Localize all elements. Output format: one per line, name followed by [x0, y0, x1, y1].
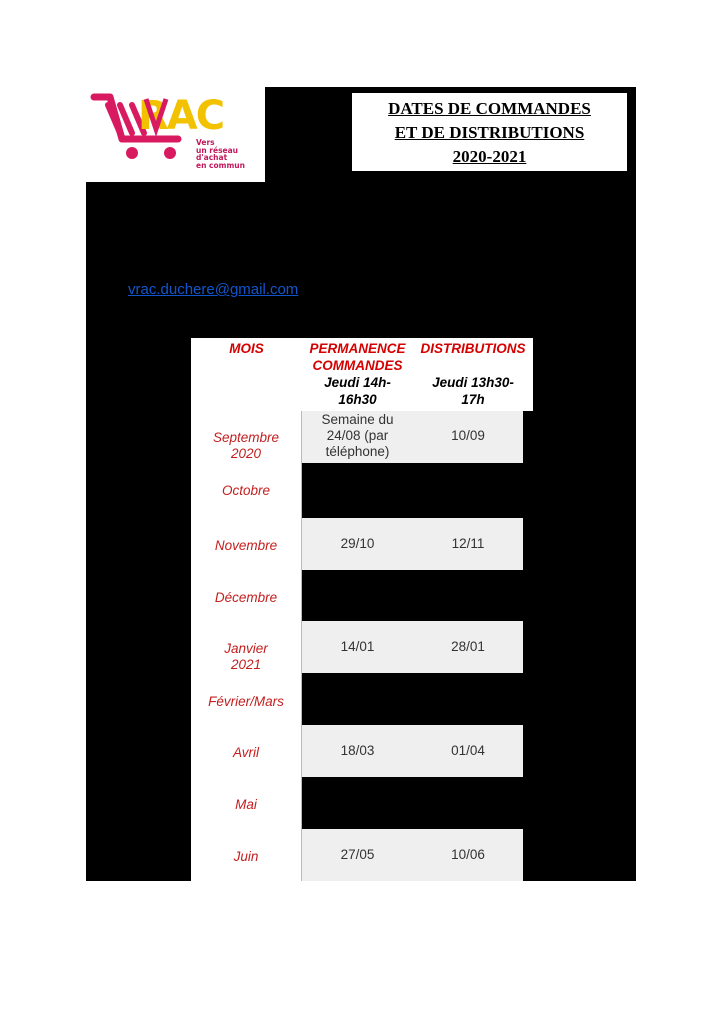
table-row	[302, 411, 523, 463]
orders-date: 14/01	[340, 639, 375, 654]
header-distribution-label: DISTRIBUTIONS	[420, 341, 526, 356]
header-orders	[302, 340, 413, 408]
distribution-date: 10/09	[451, 428, 485, 443]
month-label: Avril	[232, 745, 259, 760]
header-distribution	[413, 340, 533, 408]
month-label: Novembre	[214, 538, 278, 553]
orders-date: 29/10	[340, 536, 375, 551]
title-line-2: ET DE DISTRIBUTIONS	[394, 123, 585, 142]
distribution-date: 01/04	[451, 743, 485, 758]
orders-date: 18/03	[340, 743, 375, 758]
distribution-date: 12/11	[451, 536, 485, 551]
table-row	[302, 725, 523, 777]
month-label: Février/Mars	[208, 694, 284, 709]
month-label: Décembre	[214, 590, 278, 605]
header-orders-hours: Jeudi 14h-16h30	[324, 375, 391, 407]
month-label: Janvier 2021	[224, 641, 268, 672]
month-label: Septembre 2020	[212, 430, 280, 461]
header-month: MOIS	[229, 341, 264, 356]
table-row	[302, 829, 523, 881]
title-line-1: DATES DE COMMANDES	[388, 99, 591, 118]
svg-text:RAC: RAC	[138, 93, 224, 139]
distribution-date: 28/01	[451, 639, 485, 654]
document-title	[352, 93, 627, 171]
header-orders-line2: COMMANDES	[312, 358, 403, 373]
vrac-logo	[86, 87, 265, 182]
orders-date: Semaine du 24/08 (par téléphone)	[321, 412, 394, 459]
logo-tagline: Vers un réseau d'achat en commun	[196, 138, 245, 170]
month-label: Juin	[233, 849, 259, 864]
month-label: Mai	[235, 797, 257, 812]
header-orders-line1: PERMANENCE	[309, 341, 406, 356]
distribution-date: 10/06	[451, 847, 485, 862]
orders-date: 27/05	[340, 847, 375, 862]
month-column	[191, 411, 302, 881]
header-distribution-hours: Jeudi 13h30-17h	[432, 375, 514, 407]
contact-email-link[interactable]: vrac.duchere@gmail.com	[128, 281, 299, 298]
month-label: Octobre	[221, 483, 271, 498]
table-row	[302, 518, 523, 570]
table-header	[191, 338, 533, 411]
title-line-3: 2020-2021	[452, 147, 527, 166]
table-row	[302, 621, 523, 673]
